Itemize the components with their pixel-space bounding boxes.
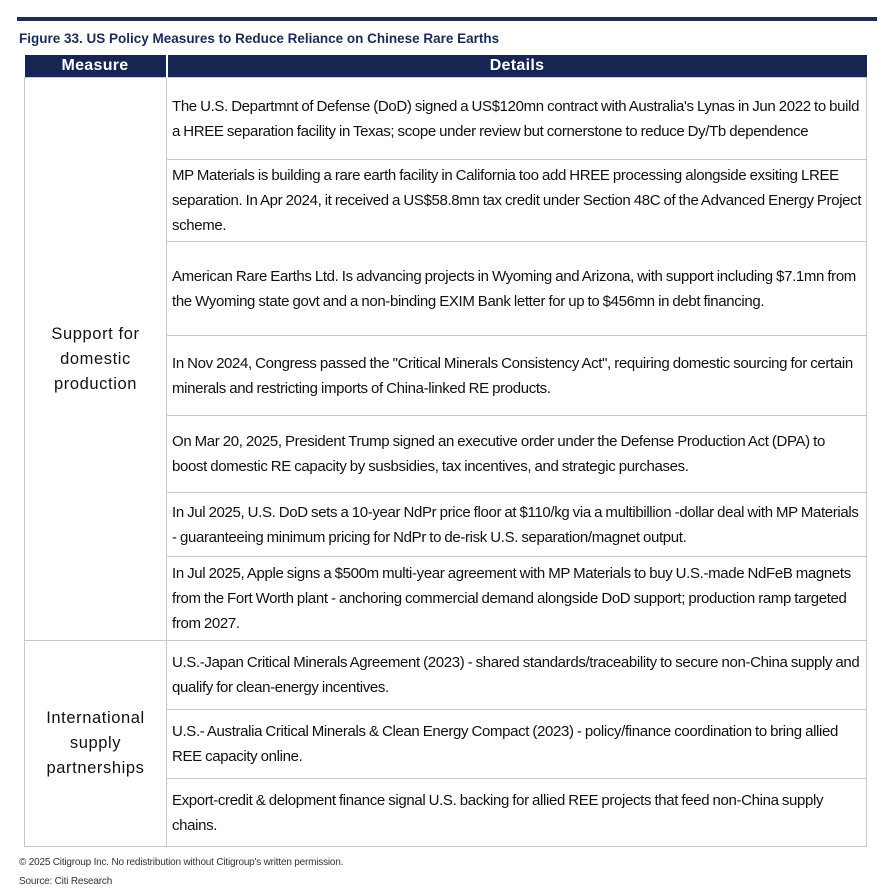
measure-label: Support for domestic production bbox=[51, 324, 140, 393]
measure-cell-domestic bbox=[25, 78, 167, 641]
source-note: Source: Citi Research bbox=[19, 876, 113, 887]
measure-label: International supply partnerships bbox=[46, 709, 145, 777]
detail-cell: U.S.- Australia Critical Minerals & Clean Energy Compact (2023) - policy/finance coordination to bring allied REE capacity online. bbox=[167, 710, 867, 779]
detail-cell: Export-credit & delopment finance signal U.S. backing for allied REE projects that feed non-China supply chains. bbox=[167, 779, 867, 847]
detail-cell: In Nov 2024, Congress passed the "Critical Minerals Consistency Act", requiring domestic sourcing for certain minerals and restricting imports of China-linked RE products. bbox=[167, 336, 867, 416]
policy-table bbox=[24, 55, 867, 847]
table-header-row bbox=[25, 55, 867, 78]
table-row bbox=[25, 641, 867, 710]
top-rule bbox=[17, 17, 877, 21]
detail-cell: In Jul 2025, Apple signs a $500m multi-year agreement with MP Materials to buy U.S.-made NdFeB magnets from the Fort Worth plant - anchoring commercial demand alongside DoD support; production ramp targeted from 2027. bbox=[167, 557, 867, 641]
detail-cell: U.S.-Japan Critical Minerals Agreement (2023) - shared standards/traceability to secure non-China supply and qualify for clean-energy incentives. bbox=[167, 641, 867, 710]
figure-title: Figure 33. US Policy Measures to Reduce Reliance on Chinese Rare Earths bbox=[19, 31, 500, 46]
detail-cell: On Mar 20, 2025, President Trump signed an executive order under the Defense Production Act (DPA) to boost domestic RE capacity by susbsidies, tax incentives, and strategic purchases. bbox=[167, 416, 867, 493]
column-header-measure: Measure bbox=[25, 55, 167, 78]
measure-cell-international bbox=[25, 641, 167, 847]
column-header-details: Details bbox=[167, 55, 867, 78]
table-row bbox=[25, 78, 867, 160]
detail-cell: American Rare Earths Ltd. Is advancing projects in Wyoming and Arizona, with support including $7.1mn from the Wyoming state govt and a non-binding EXIM Bank letter for up to $456mn in debt financing. bbox=[167, 242, 867, 336]
copyright-note: © 2025 Citigroup Inc. No redistribution without Citigroup's written permission. bbox=[19, 857, 344, 868]
detail-cell: The U.S. Departmnt of Defense (DoD) signed a US$120mn contract with Australia's Lynas in Jun 2022 to build a HREE separation facility in Texas; scope under review but cornerstone to reduce Dy/Tb dependence bbox=[167, 78, 867, 160]
detail-cell: MP Materials is building a rare earth facility in California too add HREE processing alongside exsiting LREE separation. In Apr 2024, it received a US$58.8mn tax credit under Section 48C of the Advanced Energy Project scheme. bbox=[167, 160, 867, 242]
detail-cell: In Jul 2025, U.S. DoD sets a 10-year NdPr price floor at $110/kg via a multibillion -dollar deal with MP Materials - guaranteeing minimum pricing for NdPr to de-risk U.S. separation/magnet output. bbox=[167, 493, 867, 557]
